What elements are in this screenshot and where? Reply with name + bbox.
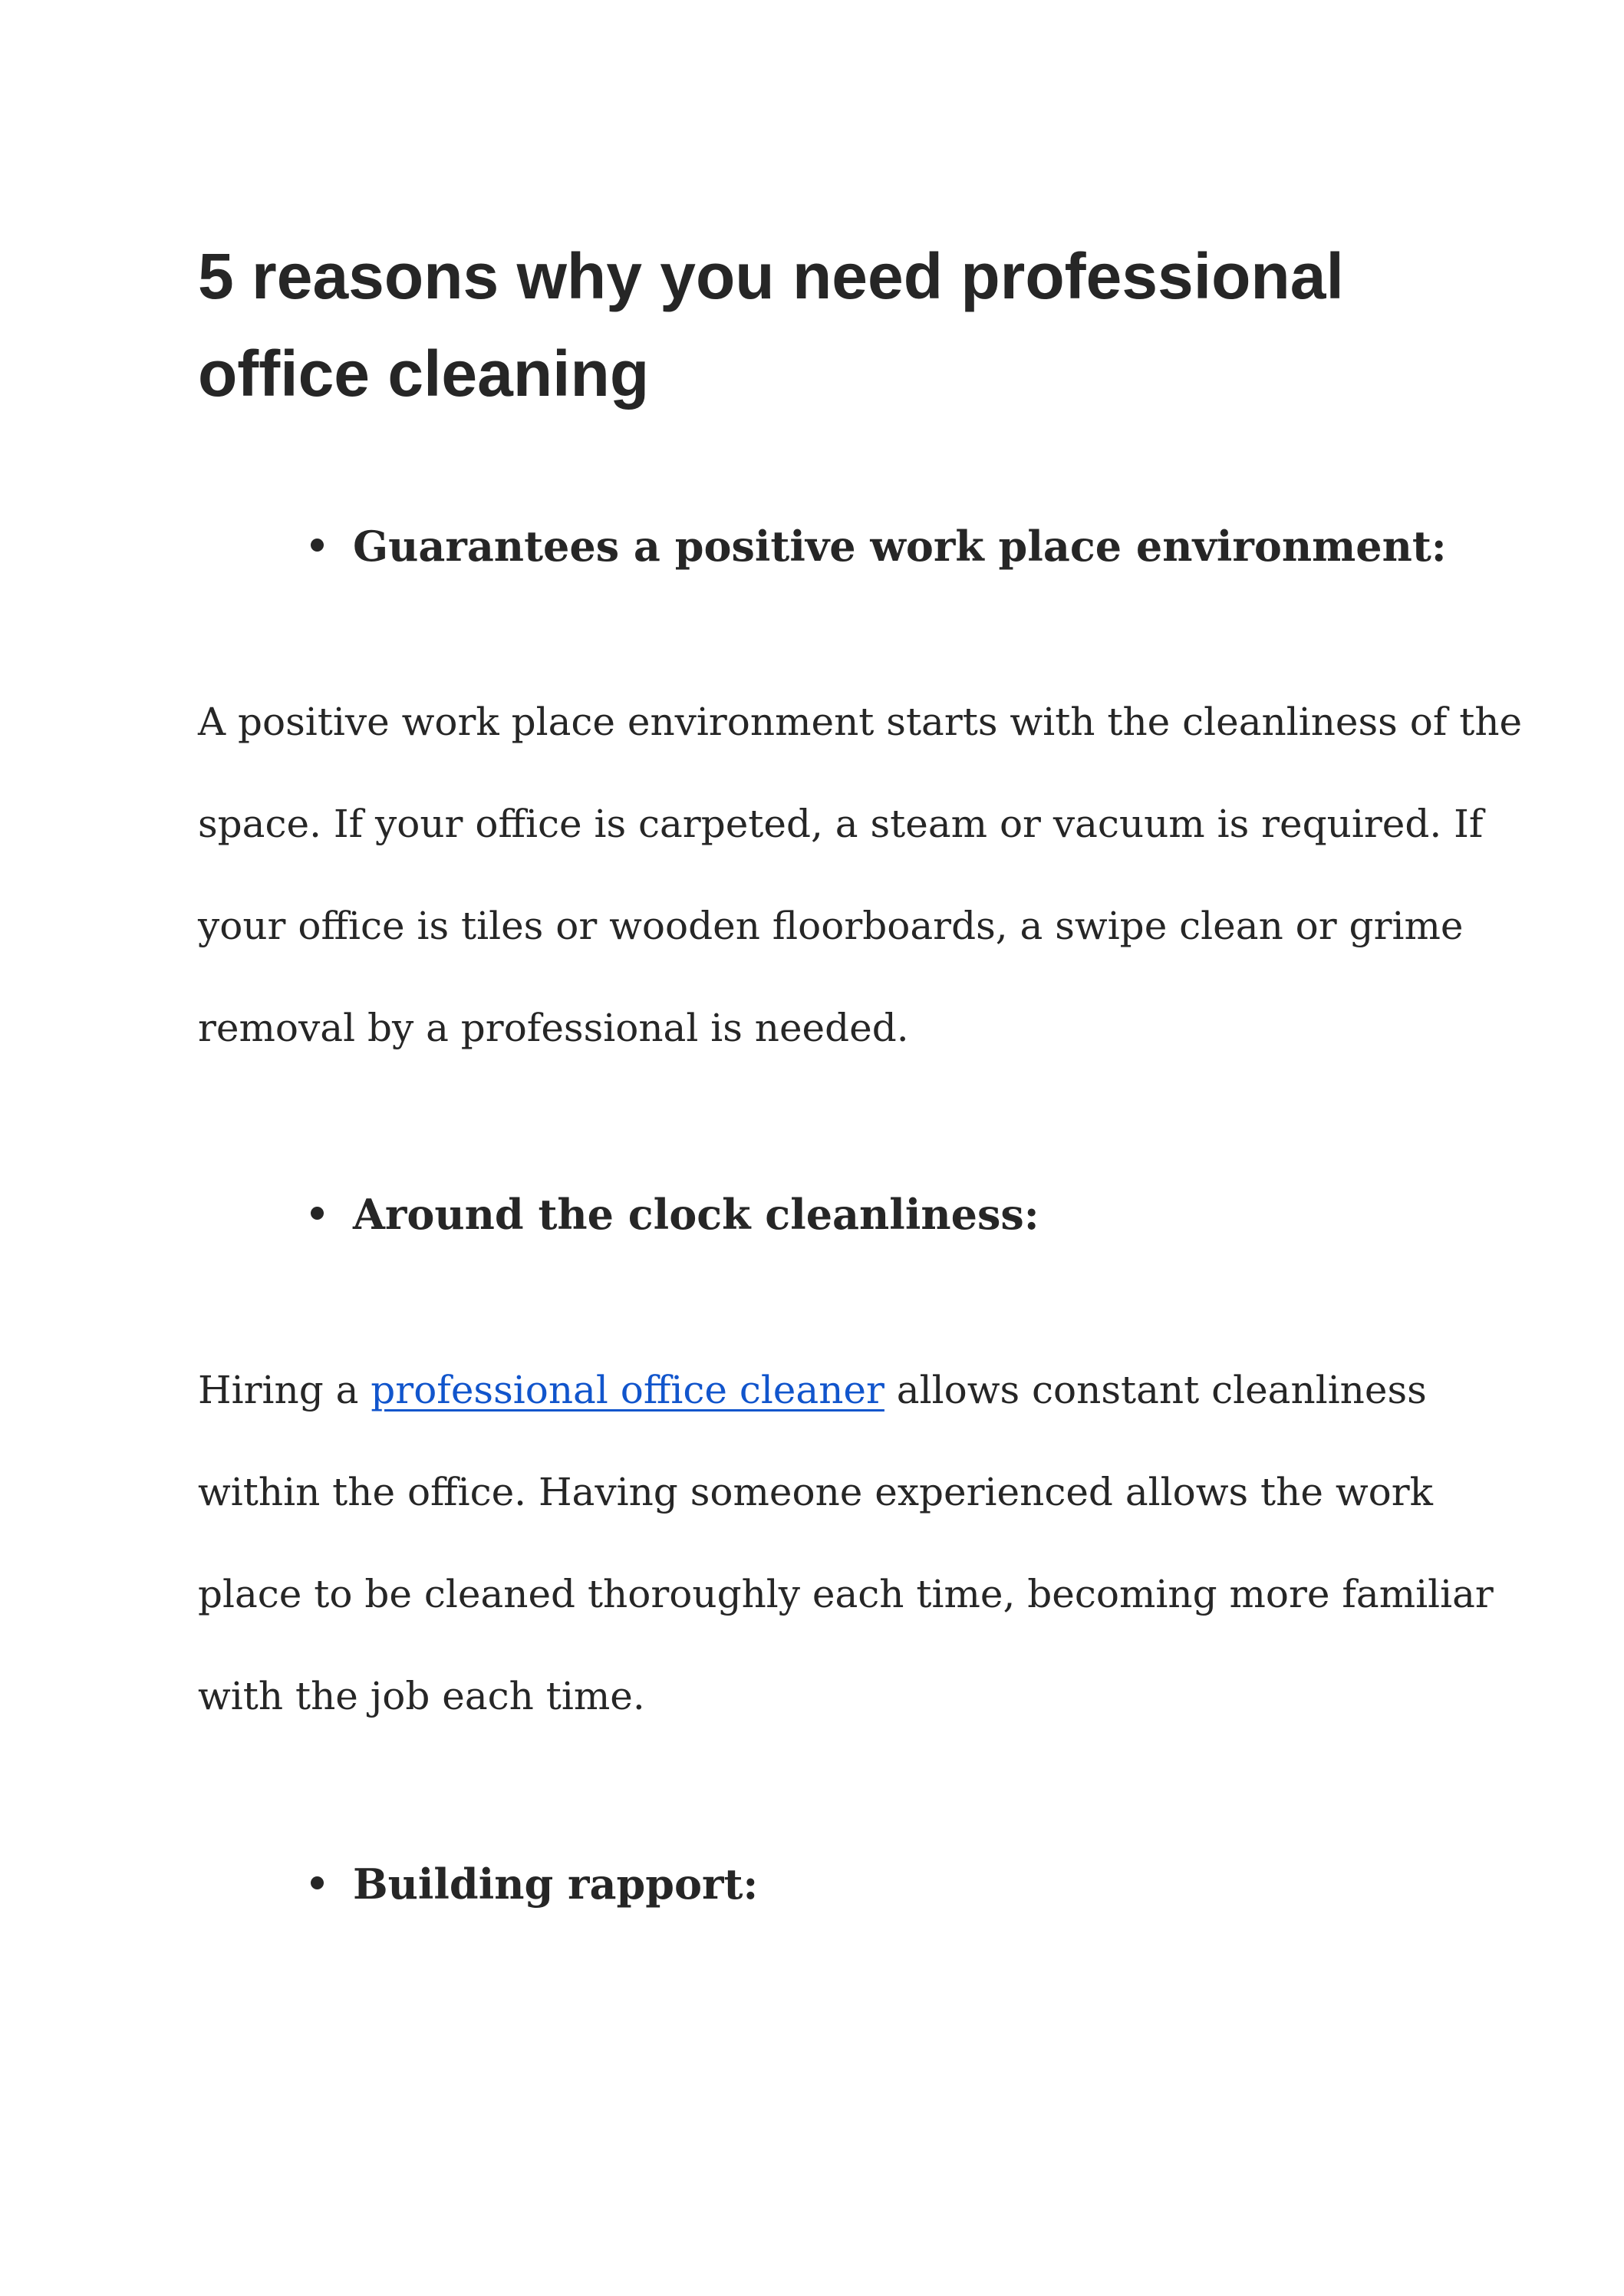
- section-heading-positive-environment: [311, 519, 1447, 573]
- section-heading-text: Around the clock cleanliness:: [353, 1190, 1039, 1239]
- section-paragraph-around-the-clock: [198, 1339, 1494, 1748]
- section-heading-around-the-clock: [311, 1188, 1039, 1241]
- paragraph-prefix: Hiring a: [198, 1368, 371, 1412]
- section-paragraph-positive-environment: [198, 671, 1523, 1079]
- paragraph-suffix: allows constant cleanliness: [884, 1368, 1427, 1412]
- bullet-icon: [311, 539, 324, 552]
- bullet-icon: [311, 1876, 324, 1889]
- paragraph-line: your office is tiles or wooden floorboards, a swipe clean or grime: [198, 904, 1464, 948]
- paragraph-line: place to be cleaned thoroughly each time, becoming more familiar: [198, 1572, 1494, 1616]
- paragraph-line: within the office. Having someone experienced allows the work: [198, 1470, 1433, 1514]
- section-heading-text: Guarantees a positive work place environment:: [353, 522, 1447, 571]
- bullet-icon: [311, 1207, 324, 1220]
- paragraph-line: [198, 1339, 1456, 1441]
- paragraph-line: space. If your office is carpeted, a steam or vacuum is required. If: [198, 802, 1484, 846]
- section-heading-text: Building rapport:: [353, 1860, 759, 1909]
- paragraph-line: removal by a professional is needed.: [198, 1006, 909, 1050]
- professional-office-cleaner-link[interactable]: professional office cleaner: [371, 1368, 884, 1412]
- paragraph-line: with the job each time.: [198, 1674, 645, 1718]
- section-heading-building-rapport: [311, 1857, 758, 1911]
- paragraph-line: A positive work place environment starts with the cleanliness of the: [198, 700, 1523, 744]
- page-title: 5 reasons why you need professional office cleaning: [198, 240, 1344, 410]
